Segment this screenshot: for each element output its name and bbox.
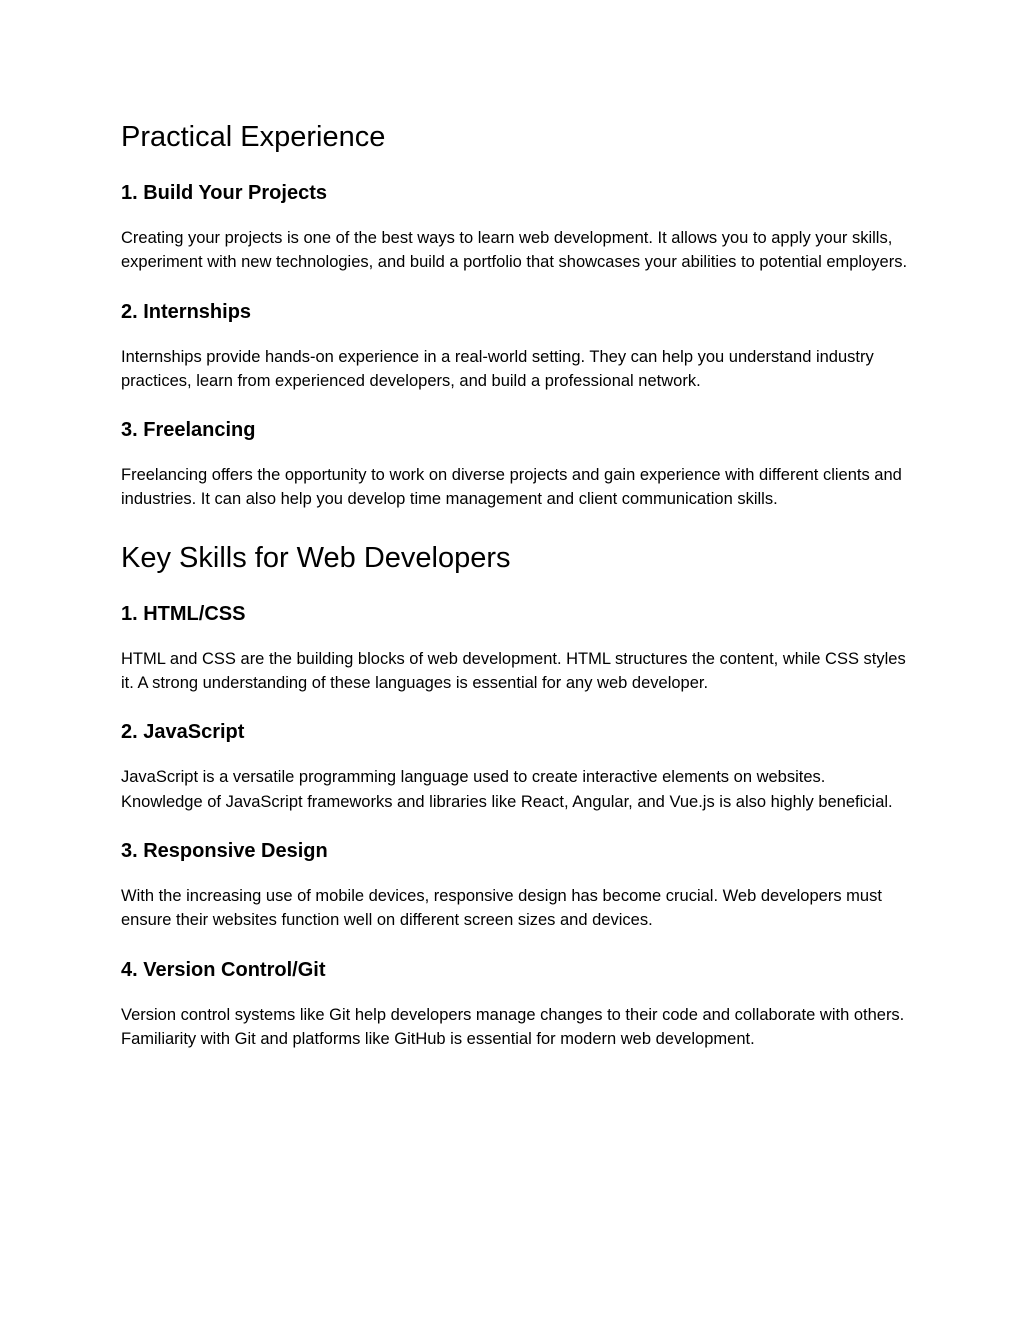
subsection-heading: 1. Build Your Projects bbox=[121, 182, 327, 204]
subsection-text: Internships provide hands-on experience in a real-world setting. They can help you understand industry practices, learn from experienced developers, and build a professional network. bbox=[121, 347, 874, 390]
subsection-heading: 4. Version Control/Git bbox=[121, 958, 326, 981]
section-title: Practical Experience bbox=[121, 121, 386, 153]
subsection-heading: 3. Freelancing bbox=[121, 419, 256, 442]
section-title: Key Skills for Web Developers bbox=[121, 541, 511, 574]
subsection-text: Freelancing offers the opportunity to work on diverse projects and gain experience with different clients and industries. It can also help you develop time management and client communication skills. bbox=[121, 466, 902, 509]
subsection-text: With the increasing use of mobile devices, responsive design has become crucial. Web developers must ensure their websites function well on different screen sizes and devices. bbox=[121, 886, 882, 930]
section-key-skills bbox=[121, 539, 911, 1051]
subsection-javascript bbox=[121, 719, 911, 814]
subsection-heading: 2. Internships bbox=[121, 300, 252, 323]
subsection-build-your-projects bbox=[121, 180, 911, 275]
subsection-internships bbox=[121, 299, 911, 394]
subsection-responsive-design bbox=[121, 838, 911, 933]
subsection-heading: 3. Responsive Design bbox=[121, 839, 328, 862]
subsection-text: JavaScript is a versatile programming language used to create interactive elements on websites. Knowledge of JavaScript frameworks and libraries like React, Angular, and Vue.js is also highly beneficial. bbox=[121, 768, 893, 811]
subsection-heading: 2. JavaScript bbox=[121, 721, 245, 744]
subsection-text: HTML and CSS are the building blocks of web development. HTML structures the content, while CSS styles it. A strong understanding of these languages is essential for any web developer. bbox=[121, 649, 906, 693]
document-content bbox=[121, 118, 911, 1051]
subsection-version-control bbox=[121, 957, 911, 1052]
subsection-html-css bbox=[121, 601, 911, 696]
subsection-text: Creating your projects is one of the best ways to learn web development. It allows you to apply your skills, experiment with new technologies, and build a portfolio that showcases your abilities to potential employers. bbox=[121, 229, 908, 272]
section-practical-experience bbox=[121, 118, 911, 512]
subsection-text: Version control systems like Git help developers manage changes to their code and collaborate with others. Familiarity with Git and platforms like GitHub is essential for modern web development. bbox=[121, 1005, 905, 1048]
subsection-heading: 1. HTML/CSS bbox=[121, 602, 246, 625]
subsection-freelancing bbox=[121, 417, 911, 512]
